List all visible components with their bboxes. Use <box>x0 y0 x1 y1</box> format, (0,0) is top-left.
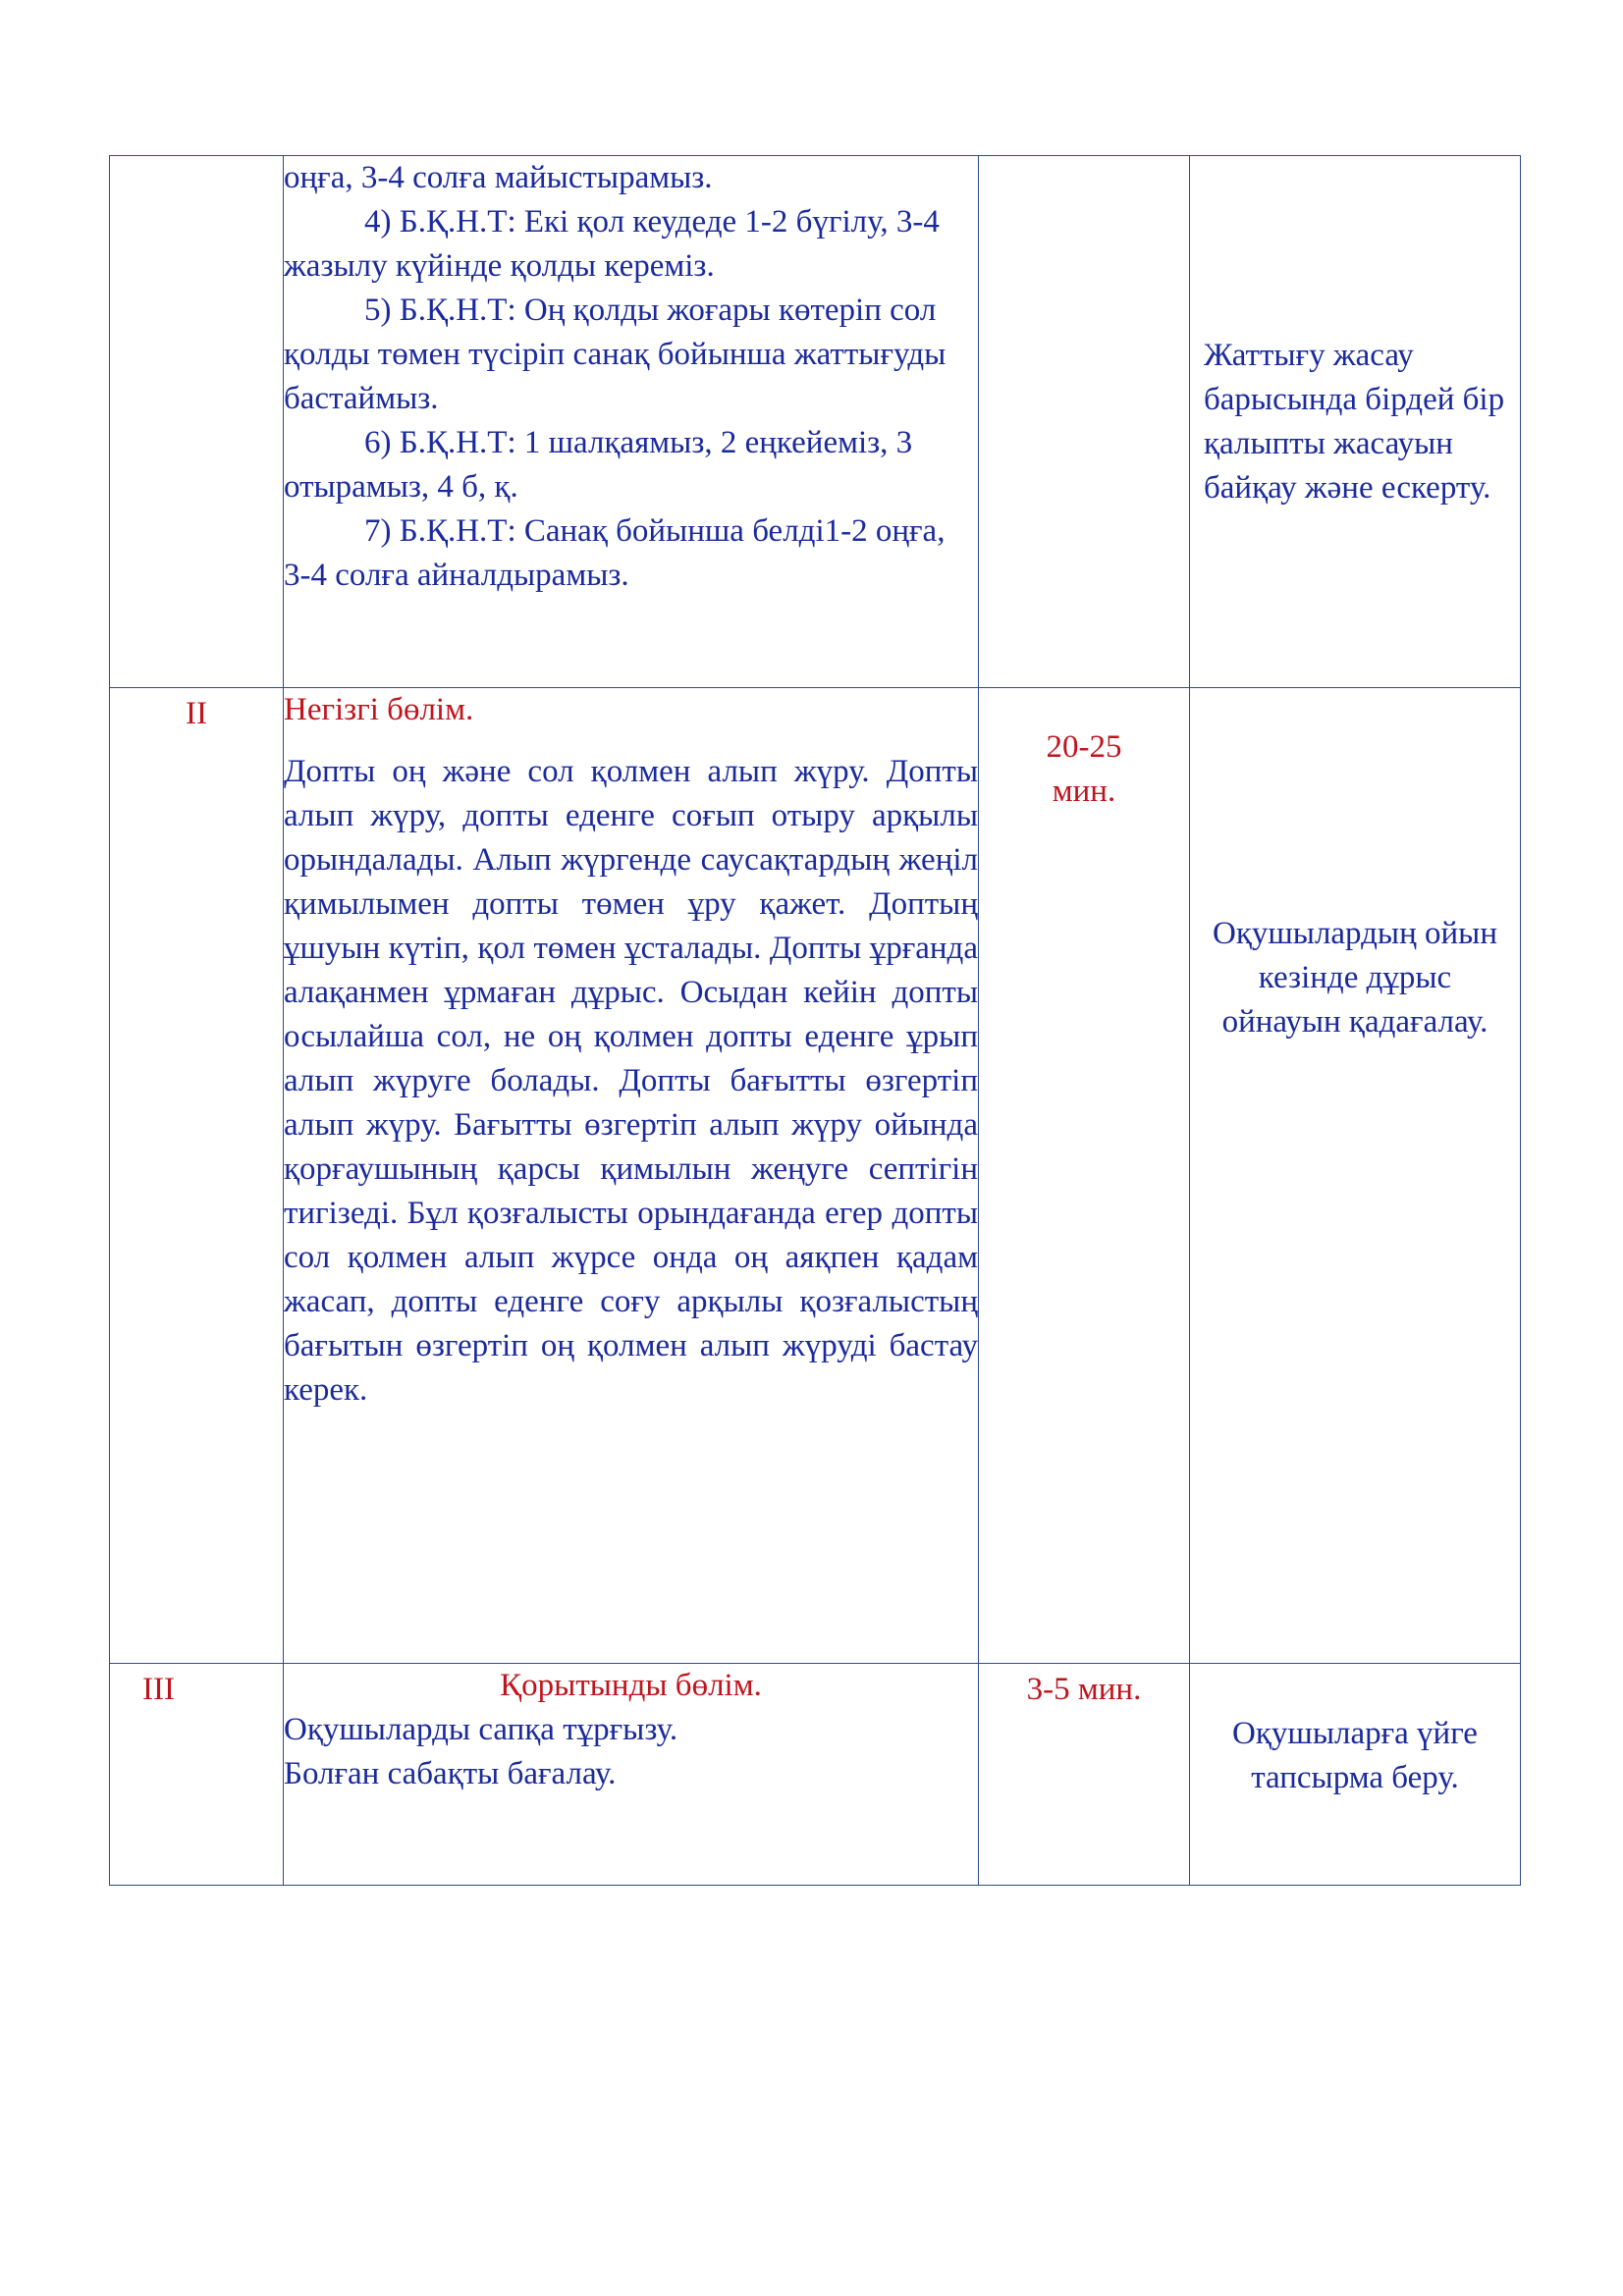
conclusion-line: Оқушыларды сапқа тұрғызу. <box>284 1712 678 1747</box>
note-cell <box>1190 688 1521 1664</box>
stage-number-cell <box>110 1664 284 1886</box>
time-cell <box>979 156 1190 688</box>
duration <box>979 688 1189 814</box>
stage-number-cell <box>110 156 284 688</box>
duration-value: 20-25 <box>1046 729 1122 765</box>
table-row <box>110 688 1521 1664</box>
table-row <box>110 1664 1521 1886</box>
section-title: Негізгі бөлім. <box>284 692 474 727</box>
teacher-note: Оқушыларға үйге тапсырма беру. <box>1232 1716 1478 1795</box>
duration: 3-5 мин. <box>1026 1672 1142 1707</box>
content-cell <box>284 1664 979 1886</box>
note-cell <box>1190 1664 1521 1886</box>
stage-number: III <box>142 1672 175 1707</box>
time-cell <box>979 688 1190 1664</box>
section-title: Қорытынды бөлім. <box>500 1668 762 1703</box>
content-cell <box>284 156 979 688</box>
content-cell <box>284 688 979 1664</box>
teacher-note: Жаттығу жасау барысында бірдей бір қалыпты жасауын байқау және ескерту. <box>1204 338 1505 506</box>
main-paragraph: Допты оң және сол қолмен алып жүру. Допты алып жүру, допты еденге соғып отыру арқылы орындалады. Алып жүргенде саусақтардың жеңіл қимылымен допты төмен ұру қажет. Доптың ұшуын күтіп, қол төмен ұсталады. Допты ұрғанда алақанмен ұрмаған дұрыс. Осыдан кейін допты осылайша сол, не оң қолмен допты еденге ұрып алып жүруге болады. Допты бағытты өзгертіп алып жүру. Бағытты өзгертіп алып жүру ойында қорғаушының қарсы қимылын жеңуге септігін тигізеді. Бұл қозғалысты орындағанда егер допты сол қолмен алып жүрсе онда оң аяқпен қадам жасап, допты еденге соғу арқылы қозғалыстың бағытын өзгертіп оң қолмен алып жүруді бастау керек. <box>284 754 978 1408</box>
lesson-plan-table <box>109 155 1521 1886</box>
exercise-line: 5) Б.Қ.Н.Т: Оң қолды жоғары көтеріп сол қолды төмен түсіріп санақ бойынша жаттығуды бастаймыз. <box>284 293 947 416</box>
duration-unit: мин. <box>1052 774 1116 809</box>
exercise-line: оңға, 3-4 солға майыстырамыз. <box>284 160 713 195</box>
teacher-note: Оқушылардың ойын кезінде дұрыс ойнауын қадағалау. <box>1213 916 1497 1040</box>
stage-number-cell <box>110 688 284 1664</box>
table-row <box>110 156 1521 688</box>
stage-number: II <box>186 696 207 731</box>
exercise-line: 4) Б.Қ.Н.Т: Екі қол кеудеде 1-2 бүгілу, 3-4 жазылу күйінде қолды кереміз. <box>284 204 940 284</box>
time-cell <box>979 1664 1190 1886</box>
exercise-line: 6) Б.Қ.Н.Т: 1 шалқаямыз, 2 еңкейеміз, 3 отырамыз, 4 б, қ. <box>284 425 913 505</box>
note-cell <box>1190 156 1521 688</box>
exercise-line: 7) Б.Қ.Н.Т: Санақ бойынша белді1-2 оңға, 3-4 солға айналдырамыз. <box>284 513 946 593</box>
conclusion-line: Болған сабақты бағалау. <box>284 1756 617 1791</box>
